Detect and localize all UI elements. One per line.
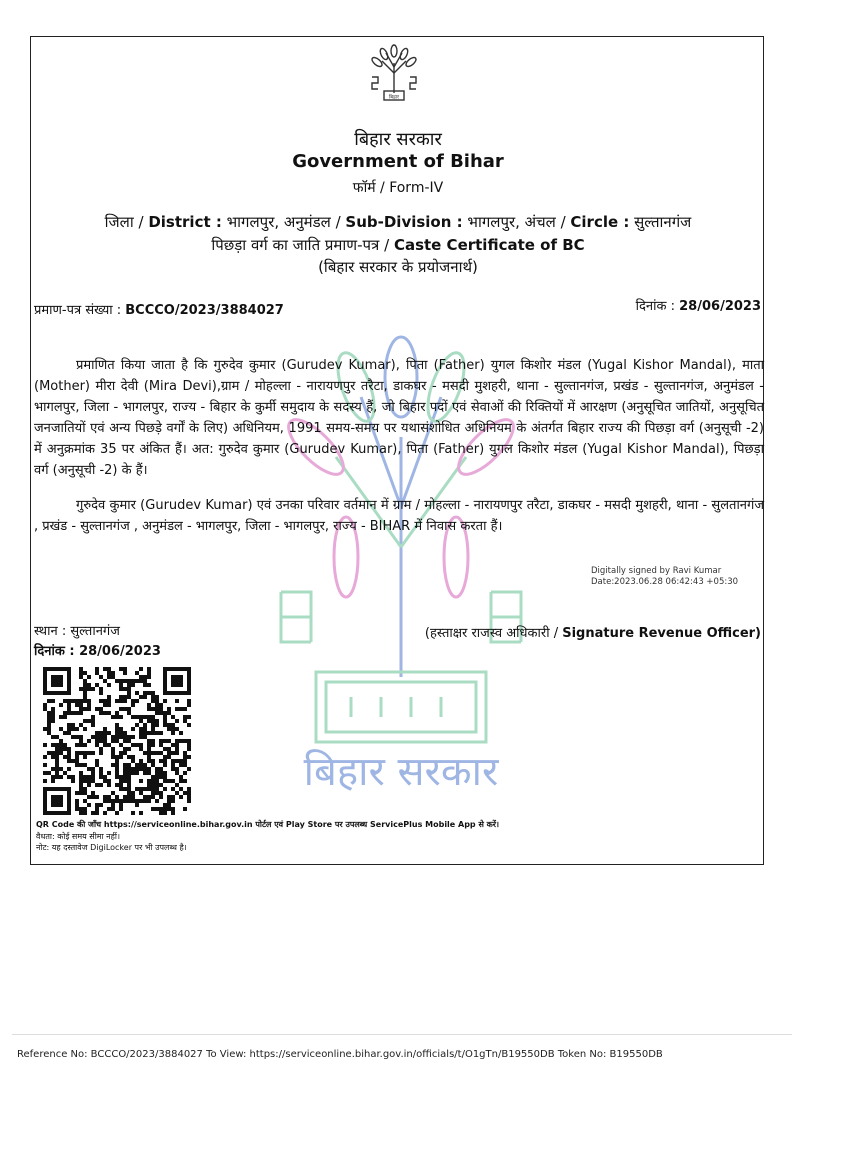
watermark-text: बिहार सरकार xyxy=(303,749,499,795)
certificate-paragraph-2: गुरुदेव कुमार (Gurudev Kumar) एवं उनका परिवार वर्तमान में ग्राम / मोहल्ला - नारायणपुर तरैटा, डाकघर - मसदी मुशहरी, थाना - सुलतानगंज , प्रखंड - सुल्तानगंज , अनुमंडल - भागलपुर, जिला - भागलपुर, राज्य - BIHAR में निवास करता हैं। xyxy=(34,498,764,534)
certificate-date: दिनांक : 28/06/2023 xyxy=(635,299,761,314)
place-line: स्थान : सुल्तानगंज xyxy=(34,624,120,639)
place-date-line: दिनांक : 28/06/2023 xyxy=(34,644,161,659)
caste-certificate-title: पिछड़ा वर्ग का जाति प्रमाण-पत्र / Caste Certificate of BC xyxy=(211,236,585,254)
certificate-frame xyxy=(30,36,764,865)
footer-divider xyxy=(12,1034,792,1035)
certificate-paragraph-1: प्रमाणित किया जाता है कि गुरुदेव कुमार (Gurudev Kumar), पिता (Father) युगल किशोर मंडल (Yugal Kishor Mandal), माता (Mother) मीरा देवी (Mira Devi),ग्राम / मोहल्ला - नारायणपुर तरैटा, डाकघर - मसदी मुशहरी, थाना - सुल्तानगंज, प्रखंड - सुल्तानगंज, अनुमंडल - भागलपुर, जिला - भागलपुर, राज्य - बिहार के कुर्मी समुदाय के सदस्य हैं, जो बिहार पदों एवं सेवाओं की रिक्तियों में आरक्षण (अनुसूचित जातियों, अनुसूचित जनजातियों एवं अन्य पिछड़े वर्गों के लिए) अधिनियम, 1991 समय-समय पर यथासंशोधित अधिनियम के अंतर्गत बिहार राज्य की पिछड़ा वर्ग (अनुसूची -2) में अनुक्रमांक 35 पर अंकित हैं। अत: गुरुदेव कुमार (Gurudev Kumar), पिता (Father) युगल किशोर मंडल (Yugal Kishor Mandal), पिछड़ा वर्ग (अनुसूची -2) के हैं। xyxy=(34,358,764,478)
form-label: फॉर्म / Form-IV xyxy=(352,180,444,196)
place-date-block xyxy=(34,622,161,662)
title-english: Government of Bihar xyxy=(292,151,504,172)
purpose-line: (बिहार सरकार के प्रयोजनार्थ) xyxy=(318,258,478,276)
signature-officer: (हस्ताक्षर राजस्व अधिकारी / Signature Revenue Officer) xyxy=(424,626,761,641)
qr-code-icon[interactable] xyxy=(43,667,191,815)
certificate-number: प्रमाण-पत्र संख्या : BCCCO/2023/3884027 xyxy=(34,303,284,318)
title-hindi: बिहार सरकार xyxy=(354,129,442,150)
district-line: जिला / District : भागलपुर, अनुमंडल / Sub-Division : भागलपुर, अंचल / Circle : सुल्तानगंज xyxy=(104,213,692,231)
qr-note: QR Code की जाँच https://serviceonline.bihar.gov.in पोर्टल एवं Play Store पर उपलब्ध ServicePlus Mobile App से करें। वैधता: कोई समय सीमा नहीं। नोट: यह दस्तावेज DigiLocker पर भी उपलब्ध है। xyxy=(36,820,500,852)
digital-signature: Digitally signed by Ravi Kumar Date:2023.06.28 06:42:43 +05:30 xyxy=(591,566,739,587)
bihar-emblem-icon xyxy=(364,43,424,105)
emblem-label: बिहार xyxy=(388,94,400,101)
footer-reference: Reference No: BCCCO/2023/3884027 To View: https://serviceonline.bihar.gov.in/officials/t/O1gTn/B19550DB Token No: B19550DB xyxy=(17,1049,663,1060)
